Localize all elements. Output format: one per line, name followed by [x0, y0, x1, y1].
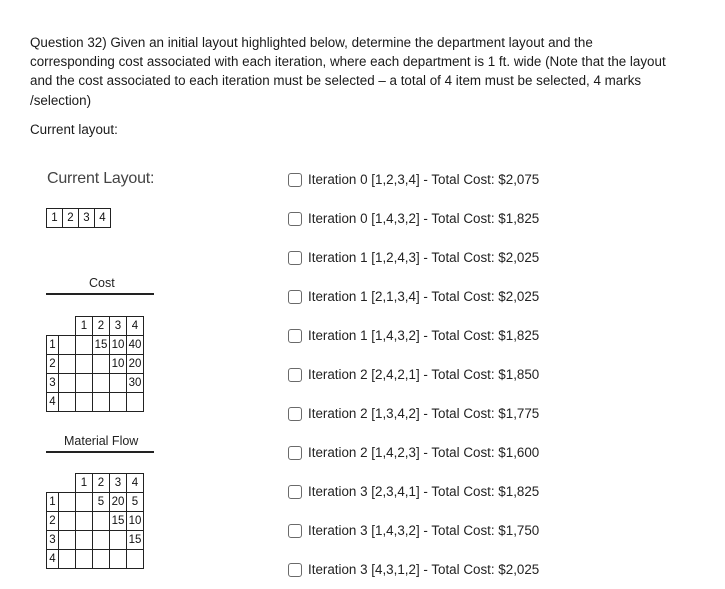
cost-cell: 20	[127, 355, 144, 374]
checkbox[interactable]	[288, 173, 302, 187]
checkbox[interactable]	[288, 524, 302, 538]
layout-cell: 4	[95, 209, 111, 228]
cost-cell	[76, 336, 93, 355]
checkbox[interactable]	[288, 368, 302, 382]
figure-title: Current Layout:	[47, 170, 155, 187]
answer-option-label: Iteration 2 [1,4,2,3] - Total Cost: $1,600	[308, 445, 540, 460]
current-layout-grid	[46, 208, 111, 228]
flow-cell	[93, 531, 110, 550]
flow-col-header: 3	[110, 474, 127, 493]
answer-option-label: Iteration 1 [1,2,4,3] - Total Cost: $2,025	[308, 250, 540, 265]
answer-option-label: Iteration 0 [1,2,3,4] - Total Cost: $2,075	[308, 172, 540, 187]
flow-col-header: 4	[127, 474, 144, 493]
answer-option[interactable]	[288, 316, 539, 355]
checkbox[interactable]	[288, 212, 302, 226]
cost-col-header: 2	[93, 317, 110, 336]
flow-cell	[93, 512, 110, 531]
flow-row-header: 1	[47, 493, 59, 512]
flow-cell	[93, 550, 110, 569]
answer-option[interactable]	[288, 199, 539, 238]
checkbox[interactable]	[288, 563, 302, 577]
answer-option[interactable]	[288, 394, 539, 433]
cost-row-header: 3	[47, 374, 59, 393]
answer-option-label: Iteration 3 [2,3,4,1] - Total Cost: $1,825	[308, 484, 540, 499]
flow-col-header: 1	[76, 474, 93, 493]
answer-option-label: Iteration 1 [2,1,3,4] - Total Cost: $2,025	[308, 289, 540, 304]
flow-cell: 15	[110, 512, 127, 531]
flow-cell	[76, 531, 93, 550]
cost-row-header: 2	[47, 355, 59, 374]
layout-cell: 3	[79, 209, 95, 228]
flow-cell	[76, 512, 93, 531]
cost-cell	[93, 393, 110, 412]
flow-row-header: 4	[47, 550, 59, 569]
material-flow-title-rule	[46, 451, 154, 453]
answer-option[interactable]	[288, 550, 539, 589]
answer-option[interactable]	[288, 277, 539, 316]
cost-cell	[76, 393, 93, 412]
cost-row-header: 1	[47, 336, 59, 355]
flow-row-header: 2	[47, 512, 59, 531]
answer-option-label: Iteration 0 [1,4,3,2] - Total Cost: $1,825	[308, 211, 540, 226]
cost-cell: 15	[93, 336, 110, 355]
flow-row-header: 3	[47, 531, 59, 550]
flow-col-header: 2	[93, 474, 110, 493]
cost-matrix	[46, 316, 144, 412]
flow-cell: 5	[127, 493, 144, 512]
cost-cell: 10	[110, 355, 127, 374]
cost-cell	[76, 355, 93, 374]
layout-cell: 2	[63, 209, 79, 228]
cost-title: Cost	[89, 276, 115, 290]
flow-cell	[110, 531, 127, 550]
checkbox[interactable]	[288, 485, 302, 499]
flow-cell	[127, 550, 144, 569]
answer-option-label: Iteration 1 [1,4,3,2] - Total Cost: $1,825	[308, 328, 540, 343]
material-flow-matrix	[46, 473, 144, 569]
answer-option[interactable]	[288, 160, 539, 199]
cost-cell	[93, 355, 110, 374]
current-layout-label: Current layout:	[30, 122, 118, 137]
flow-cell: 10	[127, 512, 144, 531]
answer-option[interactable]	[288, 433, 539, 472]
cost-cell	[93, 374, 110, 393]
question-text: Question 32) Given an initial layout highlighted below, determine the department layout and the corresponding cost associated with each iteration, where each department is 1 ft. wide (Note that the layout and the cost associated to each iteration must be selected – a total of 4 item must be selected, 4 marks /selection)	[30, 35, 666, 108]
answer-options	[288, 160, 539, 589]
flow-cell: 5	[93, 493, 110, 512]
cost-cell	[76, 374, 93, 393]
answer-option-label: Iteration 3 [1,4,3,2] - Total Cost: $1,750	[308, 523, 540, 538]
checkbox[interactable]	[288, 251, 302, 265]
checkbox[interactable]	[288, 329, 302, 343]
layout-cell: 1	[47, 209, 63, 228]
answer-option-label: Iteration 3 [4,3,1,2] - Total Cost: $2,025	[308, 562, 540, 577]
answer-option[interactable]	[288, 511, 539, 550]
answer-option-label: Iteration 2 [2,4,2,1] - Total Cost: $1,850	[308, 367, 540, 382]
flow-cell: 20	[110, 493, 127, 512]
cost-cell	[110, 393, 127, 412]
answer-option[interactable]	[288, 472, 539, 511]
cost-cell	[127, 393, 144, 412]
cost-col-header: 3	[110, 317, 127, 336]
cost-cell: 10	[110, 336, 127, 355]
cost-title-rule	[46, 293, 154, 295]
checkbox[interactable]	[288, 446, 302, 460]
flow-cell	[76, 493, 93, 512]
cost-cell: 40	[127, 336, 144, 355]
checkbox[interactable]	[288, 407, 302, 421]
answer-option[interactable]	[288, 355, 539, 394]
checkbox[interactable]	[288, 290, 302, 304]
cost-row-header: 4	[47, 393, 59, 412]
cost-col-header: 4	[127, 317, 144, 336]
material-flow-title: Material Flow	[64, 434, 139, 448]
cost-cell	[110, 374, 127, 393]
flow-cell	[76, 550, 93, 569]
answer-option[interactable]	[288, 238, 539, 277]
cost-col-header: 1	[76, 317, 93, 336]
cost-cell: 30	[127, 374, 144, 393]
answer-option-label: Iteration 2 [1,3,4,2] - Total Cost: $1,775	[308, 406, 540, 421]
flow-cell: 15	[127, 531, 144, 550]
flow-cell	[110, 550, 127, 569]
